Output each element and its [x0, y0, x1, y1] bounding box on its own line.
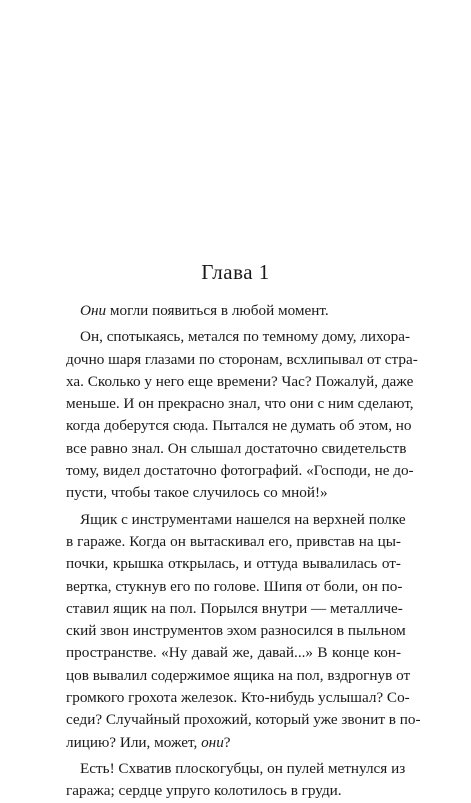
text-run: вертка, стукнув его по голове. Шипя от боли, он по-: [66, 577, 403, 595]
text-run: ?: [223, 733, 231, 751]
paragraph: [66, 509, 421, 754]
paragraph: [66, 326, 418, 504]
text-line: [66, 620, 406, 642]
text-line: [66, 553, 401, 575]
text-run: цов вывалил содержимое ящика на пол, вздрогнув от: [66, 666, 411, 684]
text-line: [66, 371, 414, 393]
chapter-body-text: [66, 300, 421, 803]
text-line: [66, 482, 401, 504]
text-run: седи? Случайный прохожий, который уже звонит в по-: [66, 711, 421, 729]
text-line: [66, 687, 410, 709]
text-line: [66, 531, 401, 553]
italic-text: Они: [80, 302, 107, 319]
text-line: [66, 709, 421, 731]
text-run: гаража; сердце упруго колотилось в груди.: [66, 782, 342, 800]
paragraph: [66, 758, 406, 803]
text-run: в гараже. Когда он вытаскивал его, привстав на цы-: [66, 532, 401, 550]
text-line: [66, 393, 414, 415]
text-run: пространстве. «Ну давай же, давай...» В конце кон-: [66, 644, 401, 662]
text-run: почки, крышка открылась, и оттуда вывалилась от-: [66, 555, 401, 573]
text-line: [66, 598, 401, 620]
text-line: [66, 642, 401, 664]
text-run: громкого грохота железок. Кто-нибудь услышал? Со-: [66, 689, 410, 707]
text-line: [66, 415, 412, 437]
text-line: [66, 438, 407, 460]
text-line: [66, 780, 401, 802]
text-run: пусти, чтобы такое случилось со мной!»: [66, 484, 328, 502]
text-run: Ящик с инструментами нашелся на верхней полке: [80, 510, 406, 528]
text-run: ха. Сколько у него еще времени? Час? Пожалуй, даже: [66, 372, 414, 390]
text-run: меньше. И он прекрасно знал, что они с ним сделают,: [66, 395, 414, 413]
text-run: все равно знал. Он слышал достаточно свидетельств: [66, 439, 407, 457]
text-line: [66, 732, 401, 754]
text-run: когда доберутся сюда. Пытался не думать об этом, но: [66, 417, 412, 435]
paragraph: [66, 300, 401, 322]
text-run: ский звон инструментов эхом разносился в пыльном: [66, 622, 406, 640]
text-run: тому, видел достаточно фотографий. «Господи, не до-: [66, 462, 414, 480]
text-run: могли появиться в любой момент.: [106, 302, 329, 319]
text-line: [66, 349, 418, 371]
chapter-title: Глава 1: [201, 260, 270, 284]
text-line: [66, 509, 406, 531]
text-line: [66, 460, 414, 482]
text-line: [66, 576, 401, 598]
italic-text: они: [201, 733, 224, 751]
text-run: Он, спотыкаясь, метался по темному дому, лихора-: [80, 328, 411, 346]
text-line: [66, 326, 411, 348]
text-run: Есть! Схватив плоскогубцы, он пулей метнулся из: [80, 759, 406, 777]
text-run: дочно шаря глазами по сторонам, всхлипывал от стра-: [66, 350, 418, 368]
text-run: лицию? Или, может,: [66, 733, 202, 751]
text-line: [66, 300, 401, 322]
text-run: ставил ящик на пол. Порылся внутри — металличе-: [66, 599, 403, 617]
text-line: [66, 665, 411, 687]
text-line: [66, 758, 406, 780]
